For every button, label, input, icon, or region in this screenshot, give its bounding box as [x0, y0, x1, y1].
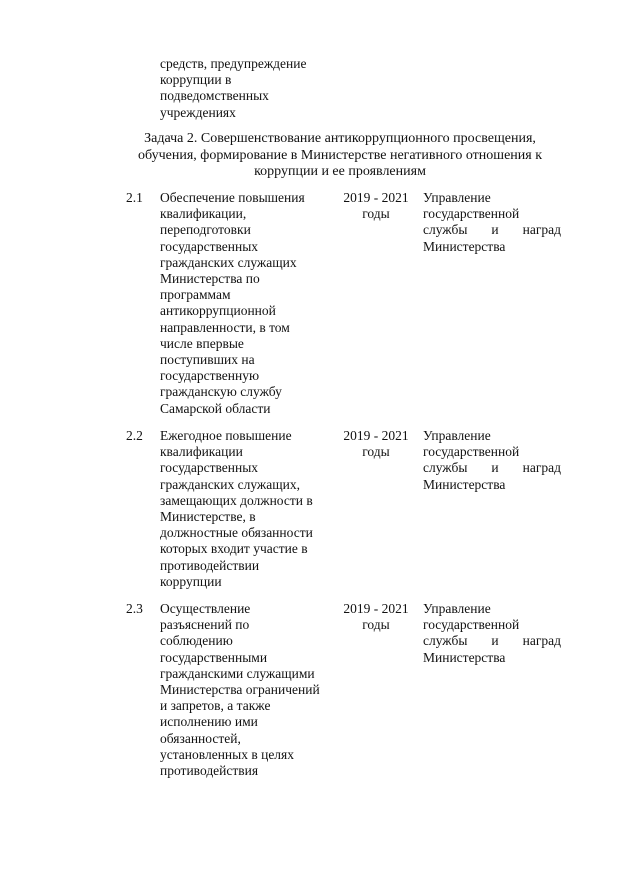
row-number: 2.3: [126, 601, 143, 616]
row-description: Обеспечение повышения квалификации, переподготовки государственных гражданских служащих Министерства по программам антикоррупционной направленности, в том числе впервые поступивших на государственную гражданскую службу Самарской области: [160, 190, 305, 416]
task-heading: Задача 2. Совершенствование антикоррупционного просвещения, обучения, формирование в Министерстве негативного отношения к коррупции и ее проявлениям: [137, 131, 543, 180]
row-description: Осуществление разъяснений по соблюдению государственными гражданскими служащими Министерства ограничений и запретов, а также исполнению ими обязанностей, установленных в целях противодействия: [160, 601, 320, 779]
row-term: 2019 - 2021 годы: [343, 601, 409, 633]
row-number: 2.1: [126, 190, 143, 205]
row-number: 2.2: [126, 428, 143, 443]
row-description: Ежегодное повышение квалификации государственных гражданских служащих, замещающих должности в Министерстве, в должностные обязанности которых входит участие в противодействии коррупции: [160, 428, 313, 589]
row-term: 2019 - 2021 годы: [343, 428, 409, 460]
row-responsible: Управление государственной службы и наград Министерства: [423, 428, 561, 492]
row-responsible: Управление государственной службы и наград Министерства: [423, 190, 561, 254]
row-term: 2019 - 2021 годы: [343, 190, 409, 222]
continuation-text: средств, предупреждение коррупции в подведомственных учреждениях: [160, 56, 307, 120]
row-responsible: Управление государственной службы и наград Министерства: [423, 601, 561, 665]
